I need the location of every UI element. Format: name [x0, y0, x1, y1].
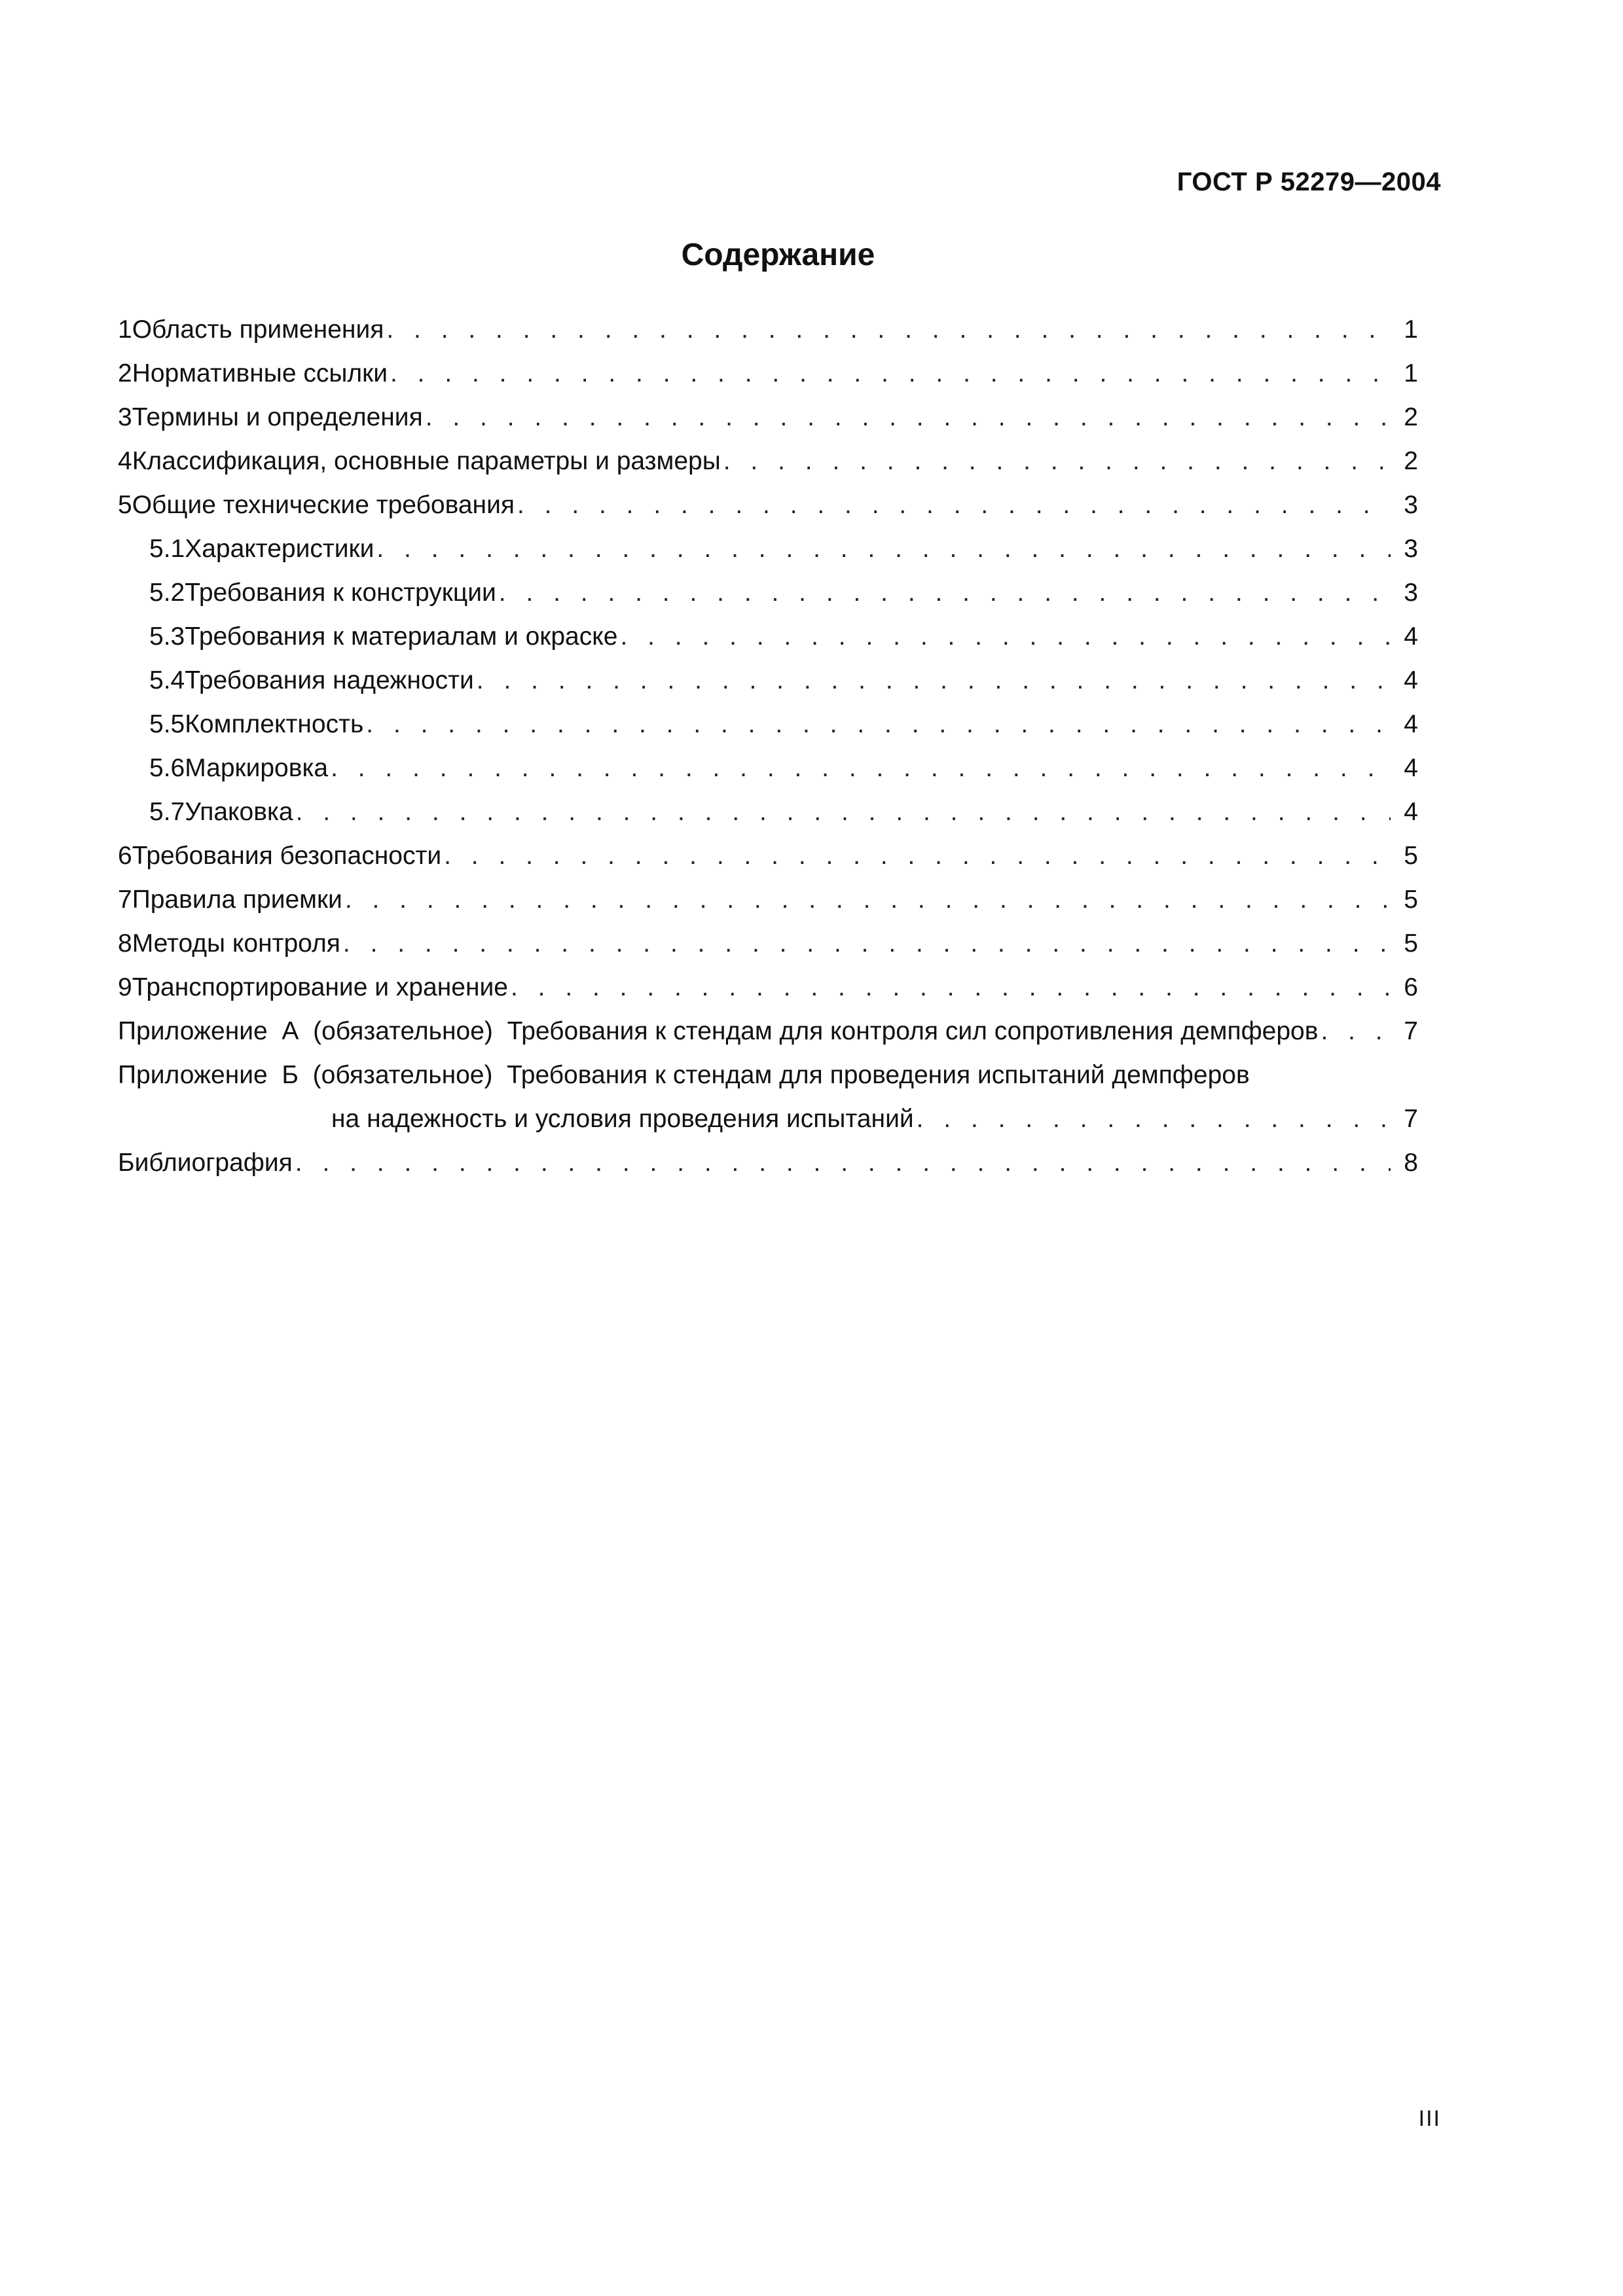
toc-entry-label: Общие технические требования [132, 491, 515, 519]
table-of-contents [118, 308, 1418, 1185]
leader-dots [295, 1141, 1391, 1185]
toc-entry-6[interactable] [118, 834, 1418, 878]
toc-entry-label: Требования к конструкции [185, 579, 496, 607]
toc-entry-bibliography[interactable] [118, 1141, 1418, 1185]
leader-dots [917, 1097, 1391, 1141]
leader-dots [345, 878, 1391, 922]
toc-entry-label: Требования безопасности [132, 842, 442, 870]
toc-entry-label: Нормативные ссылки [132, 359, 388, 387]
toc-entry-number: 7 [118, 886, 132, 914]
toc-entry-5-4[interactable] [118, 658, 1418, 702]
leader-dots [511, 965, 1391, 1009]
toc-entry-number: 5.5 [149, 710, 185, 738]
toc-entry-number: 3 [118, 403, 132, 431]
toc-entry-label: Методы контроля [132, 929, 340, 958]
toc-entry-7[interactable] [118, 878, 1418, 922]
toc-entry-label: Классификация, основные параметры и размеры [132, 447, 721, 475]
toc-entry-number: 5.3 [149, 622, 185, 651]
appendix-prefix: Приложение А (обязательное) [118, 1017, 507, 1045]
toc-entry-page: 3 [1404, 535, 1418, 563]
toc-entry-page: 4 [1404, 666, 1418, 694]
appendix-prefix: Приложение Б (обязательное) [118, 1061, 507, 1089]
leader-dots [477, 658, 1391, 702]
leader-dots [296, 790, 1391, 834]
toc-entry-page: 1 [1404, 359, 1418, 387]
toc-entry-number: 8 [118, 929, 132, 958]
toc-entry-8[interactable] [118, 922, 1418, 965]
page-title: Содержание [681, 238, 875, 272]
toc-entry-page: 4 [1404, 754, 1418, 782]
toc-entry-5[interactable] [118, 483, 1418, 527]
toc-entry-page: 2 [1404, 403, 1418, 431]
toc-entry-label: Область применения [132, 315, 384, 344]
standard-code: ГОСТ Р 52279—2004 [1176, 168, 1441, 196]
toc-entry-number: 5.2 [149, 579, 185, 607]
toc-entry-number: 6 [118, 842, 132, 870]
toc-entry-number: 5.6 [149, 754, 185, 782]
toc-entry-page: 3 [1404, 491, 1418, 519]
toc-entry-number: 5 [118, 491, 132, 519]
toc-entry-number: 2 [118, 359, 132, 387]
toc-entry-label: Требования к материалам и окраске [185, 622, 618, 651]
toc-entry-number: 4 [118, 447, 132, 475]
toc-entry-4[interactable] [118, 439, 1418, 483]
toc-entry-label: Характеристики [185, 535, 374, 563]
toc-entry-label: Термины и определения [132, 403, 423, 431]
toc-entry-page: 5 [1404, 929, 1418, 958]
toc-entry-label: Маркировка [185, 754, 329, 782]
toc-entry-number: 5.1 [149, 535, 185, 563]
toc-entry-label: Транспортирование и хранение [132, 973, 508, 1001]
leader-dots [1321, 1009, 1391, 1053]
toc-entry-label: Требования надежности [185, 666, 474, 694]
leader-dots [386, 308, 1391, 351]
toc-entry-page: 8 [1404, 1149, 1418, 1177]
leader-dots [426, 395, 1391, 439]
toc-entry-page: 5 [1404, 842, 1418, 870]
toc-entry-3[interactable] [118, 395, 1418, 439]
toc-entry-page: 2 [1404, 447, 1418, 475]
toc-entry-2[interactable] [118, 351, 1418, 395]
toc-entry-label: Требования к стендам для проведения испытаний демпферов [507, 1061, 1250, 1089]
leader-dots [620, 615, 1391, 658]
leader-dots [331, 746, 1391, 790]
toc-entry-5-1[interactable] [118, 527, 1418, 571]
toc-entry-label: на надежность и условия проведения испытаний [331, 1105, 914, 1133]
toc-entry-label: Требования к стендам для контроля сил сопротивления демпферов [507, 1017, 1319, 1045]
toc-entry-number: 5.4 [149, 666, 185, 694]
leader-dots [390, 351, 1391, 395]
toc-entry-number: 9 [118, 973, 132, 1001]
toc-entry-page: 6 [1404, 973, 1418, 1001]
toc-entry-page: 4 [1404, 798, 1418, 826]
toc-entry-page: 7 [1404, 1017, 1418, 1045]
leader-dots [343, 922, 1391, 965]
toc-entry-label: Комплектность [185, 710, 364, 738]
toc-entry-label: Упаковка [185, 798, 293, 826]
toc-entry-label: Правила приемки [132, 886, 342, 914]
page-number: III [1418, 2106, 1441, 2131]
toc-entry-appendix-b-continued[interactable] [118, 1097, 1418, 1141]
toc-entry-5-3[interactable] [118, 615, 1418, 658]
toc-entry-appendix-a[interactable] [118, 1009, 1418, 1053]
leader-dots [444, 834, 1391, 878]
toc-entry-5-6[interactable] [118, 746, 1418, 790]
leader-dots [366, 702, 1391, 746]
toc-entry-page: 5 [1404, 886, 1418, 914]
toc-entry-1[interactable] [118, 308, 1418, 351]
toc-entry-page: 4 [1404, 622, 1418, 651]
toc-entry-page: 4 [1404, 710, 1418, 738]
toc-entry-page: 1 [1404, 315, 1418, 344]
toc-entry-5-5[interactable] [118, 702, 1418, 746]
leader-dots [499, 571, 1391, 615]
toc-entry-appendix-b[interactable] [118, 1053, 1418, 1097]
leader-dots [376, 527, 1391, 571]
leader-dots [517, 483, 1391, 527]
toc-entry-label: Библиография [118, 1149, 293, 1177]
toc-entry-page: 3 [1404, 579, 1418, 607]
leader-dots [723, 439, 1391, 483]
toc-entry-page: 7 [1404, 1105, 1418, 1133]
toc-entry-5-7[interactable] [118, 790, 1418, 834]
toc-entry-number: 5.7 [149, 798, 185, 826]
toc-entry-5-2[interactable] [118, 571, 1418, 615]
toc-entry-9[interactable] [118, 965, 1418, 1009]
toc-entry-number: 1 [118, 315, 132, 344]
